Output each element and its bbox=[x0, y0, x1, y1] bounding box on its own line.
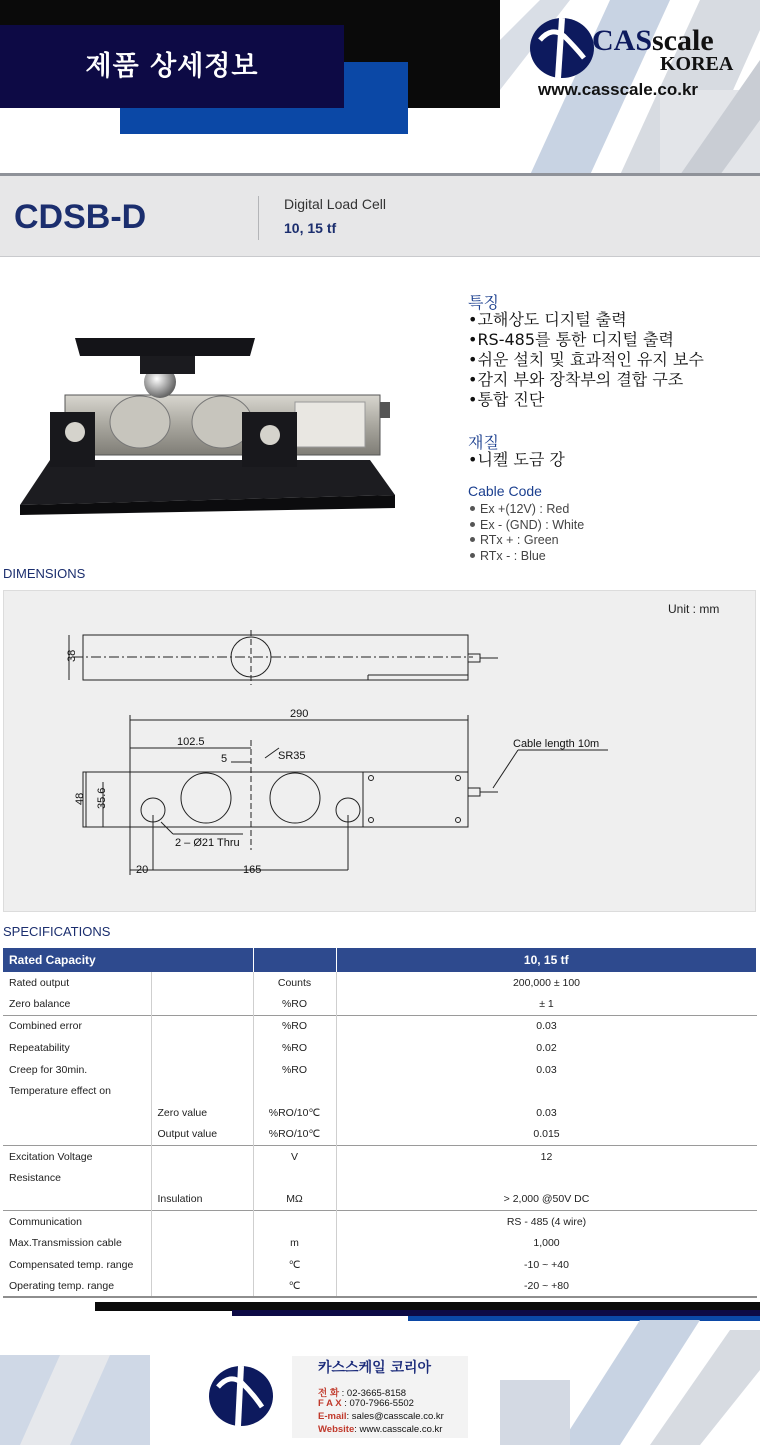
spec-unit: %RO bbox=[253, 1037, 336, 1059]
spec-label: Excitation Voltage bbox=[3, 1146, 151, 1168]
material-heading: 재질 bbox=[468, 433, 499, 452]
spec-value: RS - 485 (4 wire) bbox=[336, 1211, 757, 1233]
feature-item: •감지 부와 장착부의 결합 구조 bbox=[468, 370, 684, 389]
cable-code-text: RTx - : Blue bbox=[480, 548, 546, 563]
cable-code-item bbox=[468, 518, 584, 534]
spec-label bbox=[3, 1189, 151, 1211]
footer-tel: 전 화 : 02-3665-8158 bbox=[318, 1388, 407, 1399]
spec-sublabel: Insulation bbox=[151, 1189, 253, 1211]
table-row bbox=[3, 972, 757, 994]
spec-value bbox=[336, 1167, 757, 1189]
spec-label bbox=[3, 1124, 151, 1146]
spec-value: 0.015 bbox=[533, 1128, 560, 1141]
spec-value: 0.03 bbox=[536, 1106, 557, 1119]
material-item: •니켈 도금 강 bbox=[468, 450, 565, 469]
table-row bbox=[3, 1059, 757, 1081]
table-header-value: 10, 15 tf bbox=[336, 948, 757, 972]
model-divider bbox=[258, 196, 259, 240]
footer-fax: F A X : 070-7966-5502 bbox=[318, 1398, 414, 1409]
dim-label-sr: SR35 bbox=[278, 750, 306, 762]
spec-value: 0.02 bbox=[536, 1041, 557, 1054]
table-row bbox=[3, 994, 757, 1016]
dimension-drawing bbox=[3, 590, 756, 912]
logo-text-cas: CAS bbox=[592, 24, 653, 57]
dimensions-heading: DIMENSIONS bbox=[3, 566, 86, 581]
spec-value: -10 ~ +40 bbox=[524, 1258, 569, 1271]
spec-label: Combined error bbox=[3, 1015, 151, 1037]
bullet-icon bbox=[470, 506, 475, 511]
model-name: CDSB-D bbox=[14, 198, 147, 236]
spec-sublabel bbox=[151, 1211, 253, 1233]
spec-label: Zero balance bbox=[3, 994, 151, 1016]
spec-label: Communication bbox=[3, 1211, 151, 1233]
spec-label: Operating temp. range bbox=[3, 1276, 151, 1298]
product-image bbox=[10, 320, 405, 520]
spec-label: Compensated temp. range bbox=[3, 1254, 151, 1276]
table-row bbox=[3, 1102, 757, 1124]
dim-label-d2: 5 bbox=[221, 753, 228, 765]
table-header-label: Rated Capacity bbox=[3, 948, 253, 972]
dim-label-d3: 20 bbox=[136, 864, 149, 876]
footer-email[interactable]: E-mail: sales@casscale.co.kr bbox=[318, 1411, 444, 1422]
spec-sublabel bbox=[151, 1146, 253, 1168]
spec-sublabel bbox=[151, 1037, 253, 1059]
spec-unit: ℃ bbox=[253, 1254, 336, 1276]
spec-value: -20 ~ +80 bbox=[336, 1276, 757, 1298]
spec-value: 12 bbox=[336, 1146, 757, 1168]
spec-sublabel bbox=[151, 1254, 253, 1276]
dim-label-h-side2: 35.6 bbox=[96, 787, 108, 809]
spec-label: Resistance bbox=[3, 1167, 151, 1189]
spec-label: Temperature effect on bbox=[3, 1080, 151, 1102]
features-list bbox=[468, 310, 704, 410]
specifications-table bbox=[3, 948, 757, 1298]
spec-sublabel bbox=[151, 972, 253, 994]
spec-value: ± 1 bbox=[539, 998, 554, 1011]
spec-sublabel bbox=[151, 1080, 253, 1102]
spec-value: 0.03 bbox=[336, 1015, 757, 1037]
spec-unit: Counts bbox=[253, 972, 336, 994]
table-row bbox=[3, 1167, 757, 1189]
spec-label: Max.Transmission cable bbox=[3, 1232, 151, 1254]
table-row bbox=[3, 1254, 757, 1276]
spec-sublabel bbox=[151, 1232, 253, 1254]
cable-code-item bbox=[468, 502, 584, 518]
bullet-icon bbox=[470, 553, 475, 558]
cable-code-text: RTx + : Green bbox=[480, 533, 559, 547]
cable-code-text: Ex - (GND) : White bbox=[480, 517, 585, 532]
spec-sublabel bbox=[151, 1167, 253, 1189]
spec-label bbox=[3, 1102, 151, 1124]
spec-label: Rated output bbox=[3, 972, 151, 994]
spec-value bbox=[336, 1080, 757, 1102]
cable-code-item bbox=[468, 549, 584, 565]
cable-code-list bbox=[468, 502, 584, 564]
footer-website[interactable]: Website: www.casscale.co.kr bbox=[318, 1424, 443, 1435]
model-type: Digital Load Cell bbox=[284, 196, 386, 212]
specifications-heading: SPECIFICATIONS bbox=[3, 924, 111, 939]
table-row bbox=[3, 1037, 757, 1059]
footer-company-name: 카스스케일 코리아 bbox=[318, 1360, 432, 1376]
spec-value: 0.03 bbox=[536, 1063, 557, 1076]
dim-label-d1: 102.5 bbox=[177, 736, 205, 748]
spec-unit bbox=[253, 1080, 336, 1102]
table-row bbox=[3, 1080, 757, 1102]
feature-item: •RS-485를 통한 디지털 출력 bbox=[468, 330, 674, 349]
dim-label-length: 290 bbox=[290, 708, 309, 720]
spec-sublabel bbox=[151, 1015, 253, 1037]
spec-label: Creep for 30min. bbox=[3, 1059, 151, 1081]
dimensions-unit: Unit : mm bbox=[668, 602, 720, 616]
spec-unit: V bbox=[253, 1146, 336, 1168]
dim-label-d4: 165 bbox=[243, 864, 262, 876]
page-title: 제품 상세정보 bbox=[85, 51, 259, 82]
features-heading: 특징 bbox=[468, 293, 499, 312]
spec-unit: MΩ bbox=[253, 1189, 336, 1211]
spec-unit: %RO/10℃ bbox=[253, 1124, 336, 1146]
cable-code-heading: Cable Code bbox=[468, 483, 542, 499]
spec-unit: %RO bbox=[253, 1059, 336, 1081]
spec-unit: m bbox=[253, 1232, 336, 1254]
bullet-icon bbox=[470, 537, 475, 542]
spec-unit: %RO bbox=[253, 1015, 336, 1037]
spec-sublabel bbox=[151, 1059, 253, 1081]
table-row bbox=[3, 1211, 757, 1233]
bullet-icon bbox=[470, 522, 475, 527]
table-row bbox=[3, 1232, 757, 1254]
dim-label-height-top: 38 bbox=[66, 649, 78, 662]
spec-sublabel: Output value bbox=[151, 1124, 253, 1146]
spec-value: 1,000 bbox=[533, 1237, 560, 1250]
table-row bbox=[3, 1276, 757, 1298]
table-row bbox=[3, 1146, 757, 1168]
cable-code-item bbox=[468, 533, 584, 549]
spec-unit: ℃ bbox=[253, 1276, 336, 1298]
spec-sublabel bbox=[151, 1276, 253, 1298]
spec-unit: %RO bbox=[253, 994, 336, 1016]
spec-unit bbox=[253, 1211, 336, 1233]
logo-text-korea: KOREA bbox=[660, 53, 734, 75]
cable-code-text: Ex +(12V) : Red bbox=[480, 502, 570, 516]
dim-label-holes: 2 – Ø21 Thru bbox=[175, 837, 240, 849]
spec-value: 200,000 ± 100 bbox=[512, 976, 581, 989]
spec-unit bbox=[253, 1167, 336, 1189]
table-header-unit bbox=[253, 948, 336, 972]
dim-label-cable: Cable length 10m bbox=[513, 738, 600, 750]
table-row bbox=[3, 1124, 757, 1146]
feature-item: •쉬운 설치 및 효과적인 유지 보수 bbox=[468, 350, 704, 369]
feature-item: •고해상도 디지털 출력 bbox=[468, 310, 627, 329]
cas-logo bbox=[528, 18, 738, 82]
feature-item: •통합 진단 bbox=[468, 390, 545, 409]
model-capacity: 10, 15 tf bbox=[284, 220, 337, 236]
table-row bbox=[3, 1189, 757, 1211]
spec-unit: %RO/10℃ bbox=[253, 1102, 336, 1124]
spec-sublabel: Zero value bbox=[151, 1102, 253, 1124]
table-row bbox=[3, 1015, 757, 1037]
spec-value: > 2,000 @50V DC bbox=[503, 1193, 590, 1206]
spec-sublabel bbox=[151, 994, 253, 1016]
site-url[interactable]: www.casscale.co.kr bbox=[538, 80, 699, 99]
spec-label: Repeatability bbox=[3, 1037, 151, 1059]
material-list bbox=[468, 450, 565, 470]
footer-logo bbox=[208, 1365, 274, 1427]
dim-label-h-side: 48 bbox=[74, 792, 86, 805]
table-header-row bbox=[3, 948, 757, 972]
logo-text-scale: scale bbox=[652, 24, 714, 57]
